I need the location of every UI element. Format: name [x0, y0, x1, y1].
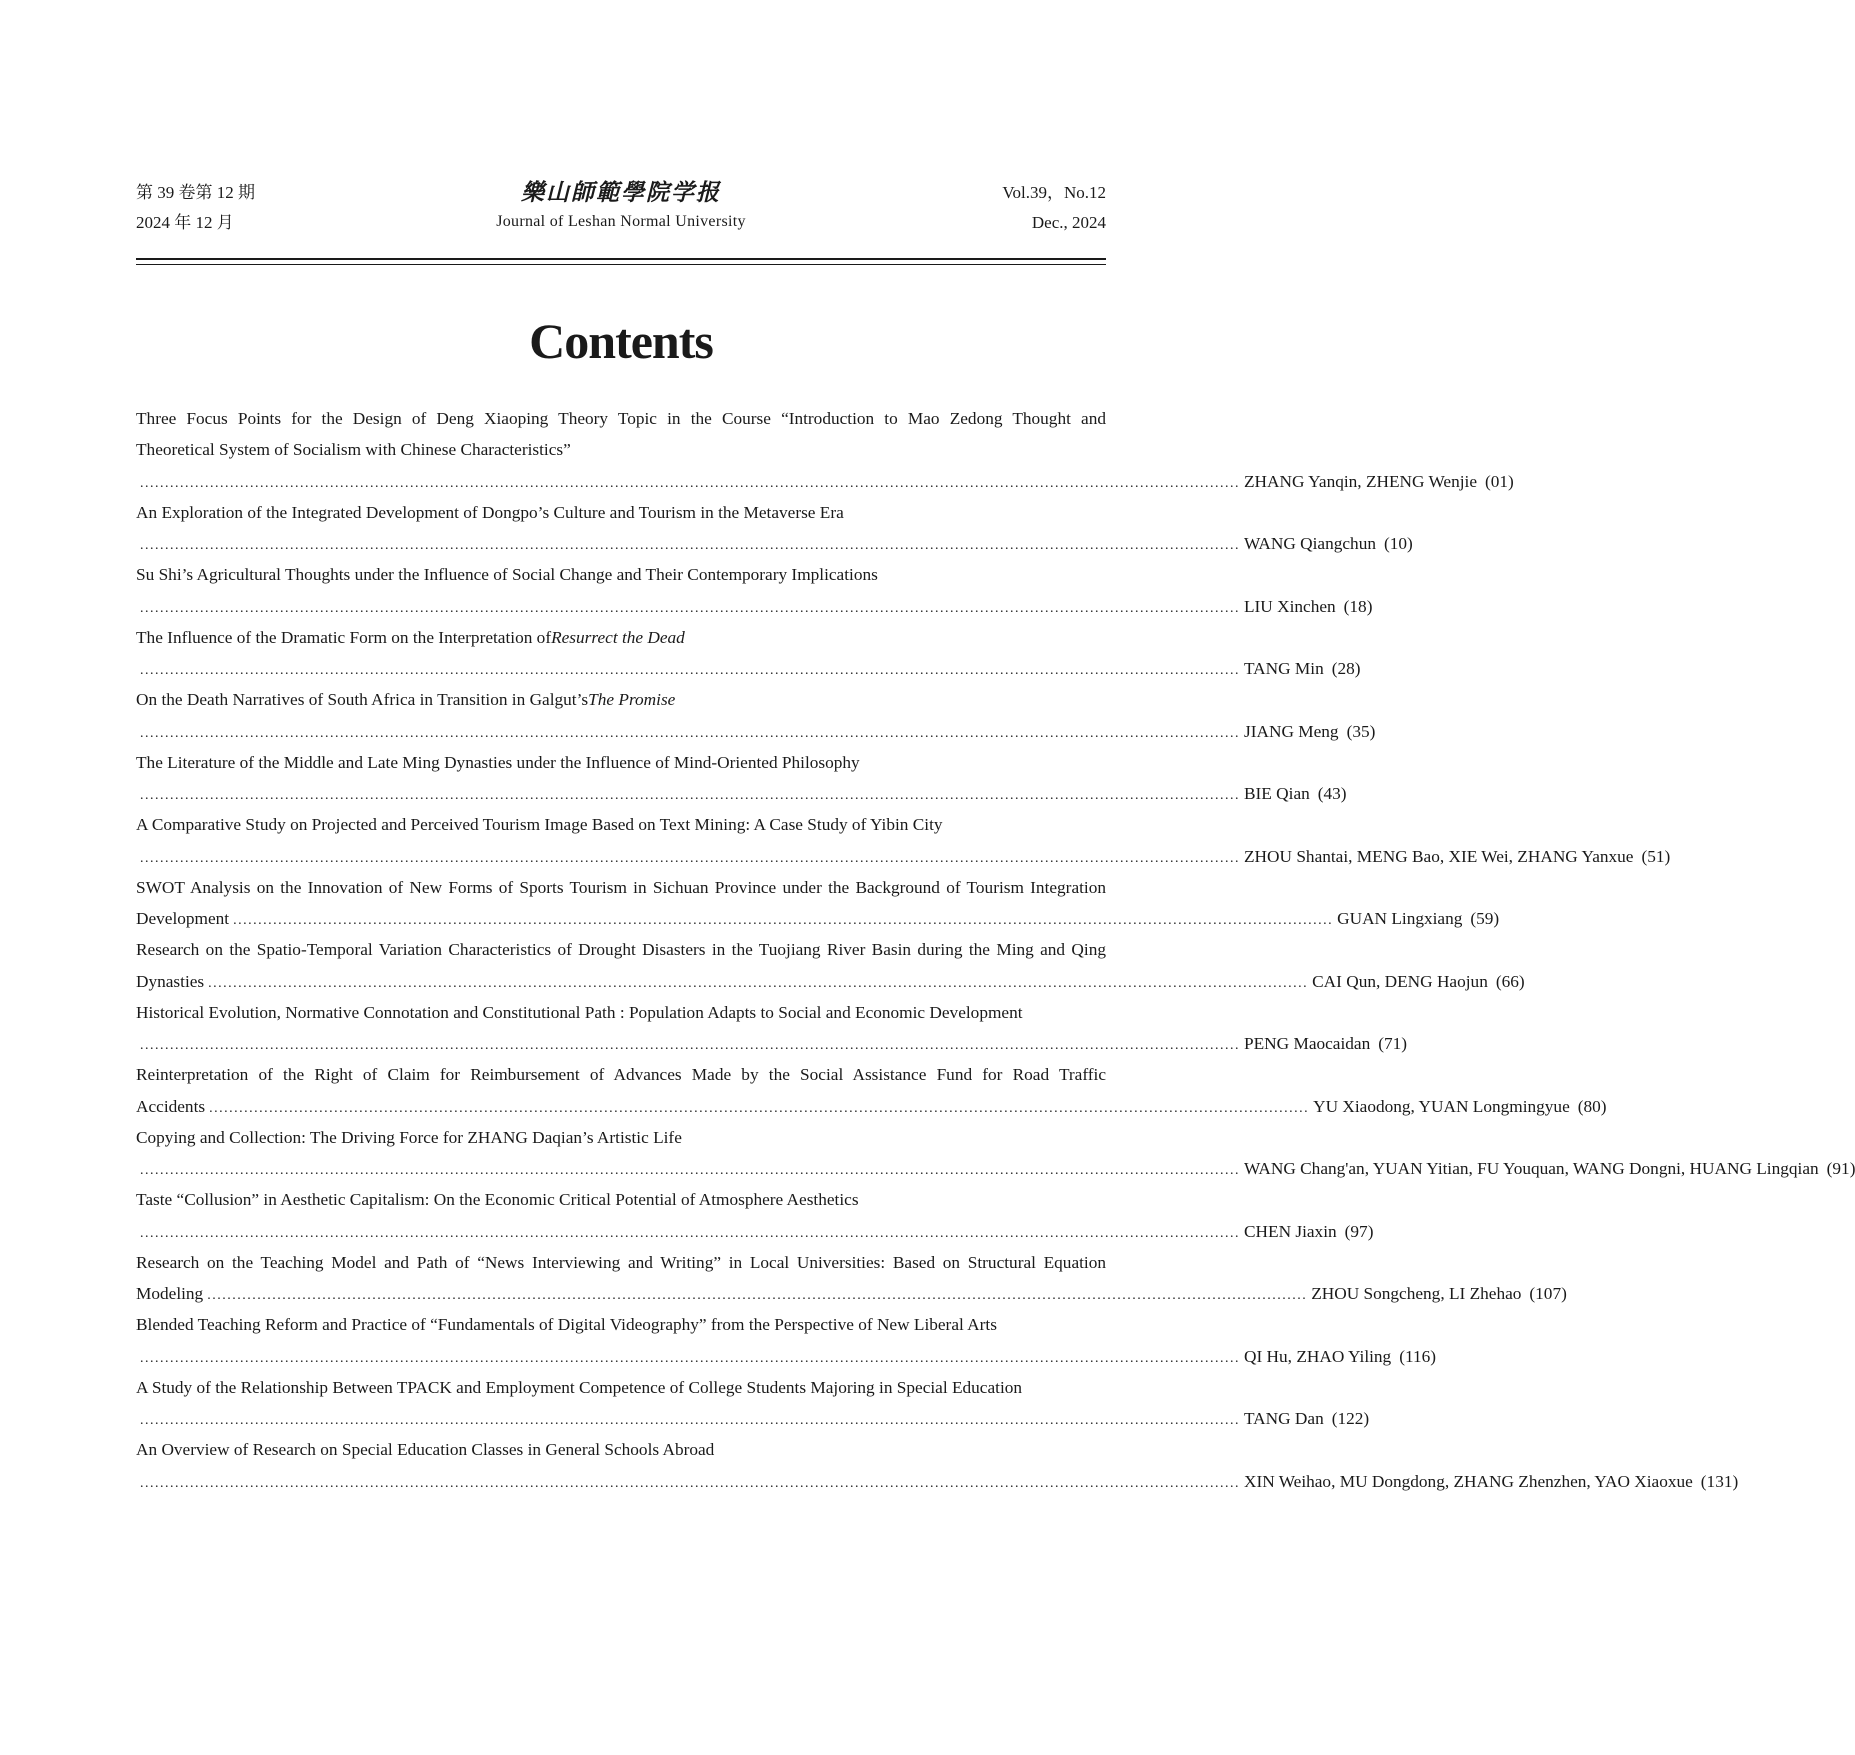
entry-authors: JIANG Meng	[1244, 721, 1339, 741]
entry-title	[136, 997, 1106, 1028]
toc-entry[interactable]	[136, 809, 1671, 872]
entry-page-number: (66)	[1495, 971, 1525, 991]
toc-entry[interactable]	[136, 997, 1408, 1060]
entry-leader-line	[136, 1403, 1370, 1434]
date-cn: 2024 年 12 月	[136, 213, 234, 232]
page-title: Contents	[529, 313, 713, 369]
entry-page-number: (71)	[1378, 1034, 1408, 1053]
entry-leader-line	[136, 778, 1347, 809]
entry-title	[136, 809, 1106, 840]
entry-title-italic: Resurrect the Dead	[551, 627, 685, 647]
entry-title-text: Reinterpretation of the Right of Claim for Reimbursement of Advances Made by the Social Assistance Fund for Road Traffic	[136, 1065, 1106, 1085]
table-of-contents	[136, 403, 1855, 1497]
entry-leader-line	[136, 528, 1413, 559]
contents-page	[136, 0, 1855, 1755]
entry-page-number: (116)	[1399, 1346, 1436, 1366]
toc-entry[interactable]	[136, 1122, 1855, 1185]
entry-leader-line	[136, 653, 1361, 684]
entry-title-tail: Accidents	[136, 1096, 206, 1116]
toc-entry[interactable]	[136, 934, 1525, 997]
entry-title-text: A Study of the Relationship Between TPACK and Employment Competence of College Students Majoring in Special Education	[136, 1377, 1023, 1397]
entry-authors: YU Xiaodong, YUAN Longmingyue	[1313, 1096, 1570, 1116]
entry-leader-line	[136, 966, 1525, 997]
dot-leader: ............................................................................................................................................................................................................................	[209, 1100, 1310, 1116]
entry-title	[136, 1247, 1106, 1278]
entry-title	[136, 403, 1106, 434]
entry-title	[136, 934, 1106, 965]
dot-leader: ............................................................................................................................................................................................................................	[140, 850, 1240, 866]
toc-entry[interactable]	[136, 1309, 1436, 1372]
entry-leader-line	[136, 466, 1514, 497]
dot-leader: ............................................................................................................................................................................................................................	[140, 1413, 1240, 1428]
entry-title-text: The Influence of the Dramatic Form on the Interpretation of	[136, 627, 552, 647]
dot-leader: ............................................................................................................................................................................................................................	[140, 538, 1240, 553]
volume-issue-cn: 第 39 卷第 12 期	[136, 183, 255, 202]
entry-authors: WANG Chang'an, YUAN Yitian, FU Youquan, WANG Dongni, HUANG Lingqian	[1244, 1159, 1819, 1178]
entry-title-tail: Development	[136, 909, 230, 928]
entry-title-text: Su Shi’s Agricultural Thoughts under the Influence of Social Change and Their Contemporary Implications	[136, 565, 878, 585]
entry-title	[136, 497, 1106, 528]
issue-info-en	[1002, 178, 1106, 238]
entry-title-text: An Exploration of the Integrated Development of Dongpo’s Culture and Tourism in the Metaverse Era	[136, 502, 844, 522]
dot-leader: ............................................................................................................................................................................................................................	[140, 725, 1240, 741]
entry-title-text: Research on the Teaching Model and Path of “News Interviewing and Writing” in Local Universities: Based on Structural Equation	[136, 1252, 1106, 1272]
entry-authors: ZHOU Shantai, MENG Bao, XIE Wei, ZHANG Yanxue	[1244, 846, 1634, 866]
entry-authors: PENG Maocaidan	[1244, 1034, 1371, 1053]
journal-name	[136, 178, 1106, 236]
entry-leader-line	[136, 716, 1376, 747]
entry-authors: ZHOU Songcheng, LI Zhehao	[1311, 1284, 1522, 1303]
entry-title-continued	[136, 434, 1106, 465]
entry-page-number: (43)	[1317, 784, 1347, 803]
entry-title-tail: Modeling	[136, 1284, 204, 1303]
entry-page-number: (107)	[1529, 1284, 1567, 1303]
entry-authors: TANG Dan	[1244, 1409, 1324, 1428]
entry-authors: BIE Qian	[1244, 784, 1310, 803]
volume-issue-en: Vol.39，No.12	[1002, 183, 1106, 202]
entry-title-text: Research on the Spatio-Temporal Variation Characteristics of Drought Disasters in the Tuojiang River Basin during the Ming and Qing	[136, 940, 1106, 960]
entry-authors: WANG Qiangchun	[1244, 534, 1376, 553]
entry-title-text: A Comparative Study on Projected and Perceived Tourism Image Based on Text Mining: A Case Study of Yibin City	[136, 815, 943, 835]
dot-leader: ............................................................................................................................................................................................................................	[140, 1475, 1240, 1491]
toc-entry[interactable]	[136, 1247, 1567, 1310]
dot-leader: ............................................................................................................................................................................................................................	[233, 913, 1334, 928]
entry-leader-line	[136, 1278, 1567, 1309]
entry-leader-line	[136, 1466, 1739, 1497]
toc-entry[interactable]	[136, 403, 1514, 497]
entry-authors: QI Hu, ZHAO Yiling	[1244, 1346, 1392, 1366]
dot-leader: ............................................................................................................................................................................................................................	[140, 1038, 1240, 1053]
entry-title-text: Copying and Collection: The Driving Force for ZHANG Daqian’s Artistic Life	[136, 1127, 682, 1147]
entry-title-text: Three Focus Points for the Design of Deng Xiaoping Theory Topic in the Course “Introduction to Mao Zedong Thought and	[136, 409, 1106, 428]
entry-title-text: An Overview of Research on Special Education Classes in General Schools Abroad	[136, 1440, 715, 1460]
toc-entry[interactable]	[136, 1434, 1739, 1497]
entry-title	[136, 1434, 1106, 1465]
entry-authors: GUAN Lingxiang	[1337, 909, 1463, 928]
entry-title	[136, 747, 1106, 778]
toc-entry[interactable]	[136, 1059, 1607, 1122]
entry-page-number: (18)	[1343, 596, 1373, 616]
entry-page-number: (131)	[1700, 1471, 1739, 1491]
entry-leader-line	[136, 1028, 1408, 1059]
entry-authors: CAI Qun, DENG Haojun	[1312, 971, 1488, 991]
entry-page-number: (01)	[1485, 471, 1514, 491]
toc-entry[interactable]	[136, 622, 1361, 685]
date-en: Dec., 2024	[1031, 213, 1106, 232]
entry-title	[136, 559, 1106, 590]
entry-page-number: (122)	[1331, 1409, 1370, 1428]
entry-leader-line	[136, 1341, 1436, 1372]
dot-leader: ............................................................................................................................................................................................................................	[140, 1225, 1240, 1241]
entry-page-number: (59)	[1470, 909, 1500, 928]
dot-leader: ............................................................................................................................................................................................................................	[208, 975, 1309, 991]
entry-page-number: (35)	[1346, 721, 1376, 741]
entry-title	[136, 1372, 1106, 1403]
header-rule-thick	[136, 258, 1106, 260]
journal-name-cn: 樂山師範學院学报	[521, 180, 721, 205]
dot-leader: ............................................................................................................................................................................................................................	[207, 1288, 1308, 1303]
entry-page-number: (97)	[1344, 1221, 1374, 1241]
entry-page-number: (10)	[1383, 534, 1413, 553]
dot-leader: ............................................................................................................................................................................................................................	[140, 600, 1240, 616]
entry-title-tail: Dynasties	[136, 971, 205, 991]
entry-authors: CHEN Jiaxin	[1244, 1221, 1337, 1241]
entry-leader-line	[136, 903, 1500, 934]
toc-entry[interactable]	[136, 872, 1500, 935]
dot-leader: ............................................................................................................................................................................................................................	[140, 1350, 1240, 1366]
entry-title-text: Theoretical System of Socialism with Chinese Characteristics”	[136, 440, 571, 460]
dot-leader: ............................................................................................................................................................................................................................	[140, 663, 1240, 678]
entry-title-text: On the Death Narratives of South Africa in Transition in Galgut’s	[136, 690, 589, 710]
entry-title	[136, 1122, 1106, 1153]
toc-entry[interactable]	[136, 747, 1347, 810]
toc-entry[interactable]	[136, 559, 1373, 622]
entry-title-text: Historical Evolution, Normative Connotation and Constitutional Path : Population Adapts to Social and Economic Development	[136, 1002, 1023, 1022]
journal-header	[136, 178, 1106, 238]
entry-title	[136, 872, 1106, 903]
dot-leader: ............................................................................................................................................................................................................................	[140, 788, 1240, 803]
entry-leader-line	[136, 1216, 1374, 1247]
entry-title-text: Blended Teaching Reform and Practice of “Fundamentals of Digital Videography” from the Perspective of New Liberal Arts	[136, 1315, 997, 1335]
entry-authors: XIN Weihao, MU Dongdong, ZHANG Zhenzhen, YAO Xiaoxue	[1244, 1471, 1693, 1491]
entry-leader-line	[136, 591, 1373, 622]
dot-leader: ............................................................................................................................................................................................................................	[140, 1163, 1240, 1178]
entry-page-number: (51)	[1641, 846, 1671, 866]
entry-title-text: SWOT Analysis on the Innovation of New Forms of Sports Tourism in Sichuan Province under the Background of Tourism Integration	[136, 877, 1106, 897]
entry-leader-line	[136, 1153, 1855, 1184]
entry-authors: ZHANG Yanqin, ZHENG Wenjie	[1244, 471, 1478, 491]
dot-leader: ............................................................................................................................................................................................................................	[140, 475, 1240, 491]
header-rule-thin	[136, 264, 1106, 265]
entry-title	[136, 684, 1106, 715]
toc-entry[interactable]	[136, 1184, 1374, 1247]
toc-entry[interactable]	[136, 1372, 1370, 1435]
entry-title-italic: The Promise	[588, 690, 676, 710]
entry-authors: LIU Xinchen	[1244, 596, 1336, 616]
entry-page-number: (28)	[1331, 659, 1361, 678]
entry-title	[136, 1059, 1106, 1090]
entry-title	[136, 622, 1106, 653]
entry-title	[136, 1184, 1106, 1215]
entry-authors: TANG Min	[1244, 659, 1324, 678]
toc-entry[interactable]	[136, 497, 1413, 560]
entry-leader-line	[136, 841, 1671, 872]
entry-page-number: (80)	[1577, 1096, 1607, 1116]
entry-title	[136, 1309, 1106, 1340]
entry-title-text: Taste “Collusion” in Aesthetic Capitalism: On the Economic Critical Potential of Atmosphere Aesthetics	[136, 1190, 859, 1210]
toc-entry[interactable]	[136, 684, 1376, 747]
entry-page-number: (91)	[1826, 1159, 1855, 1178]
entry-leader-line	[136, 1091, 1607, 1122]
journal-name-en: Journal of Leshan Normal University	[496, 213, 746, 230]
entry-title-text: The Literature of the Middle and Late Ming Dynasties under the Influence of Mind-Oriented Philosophy	[136, 752, 860, 772]
